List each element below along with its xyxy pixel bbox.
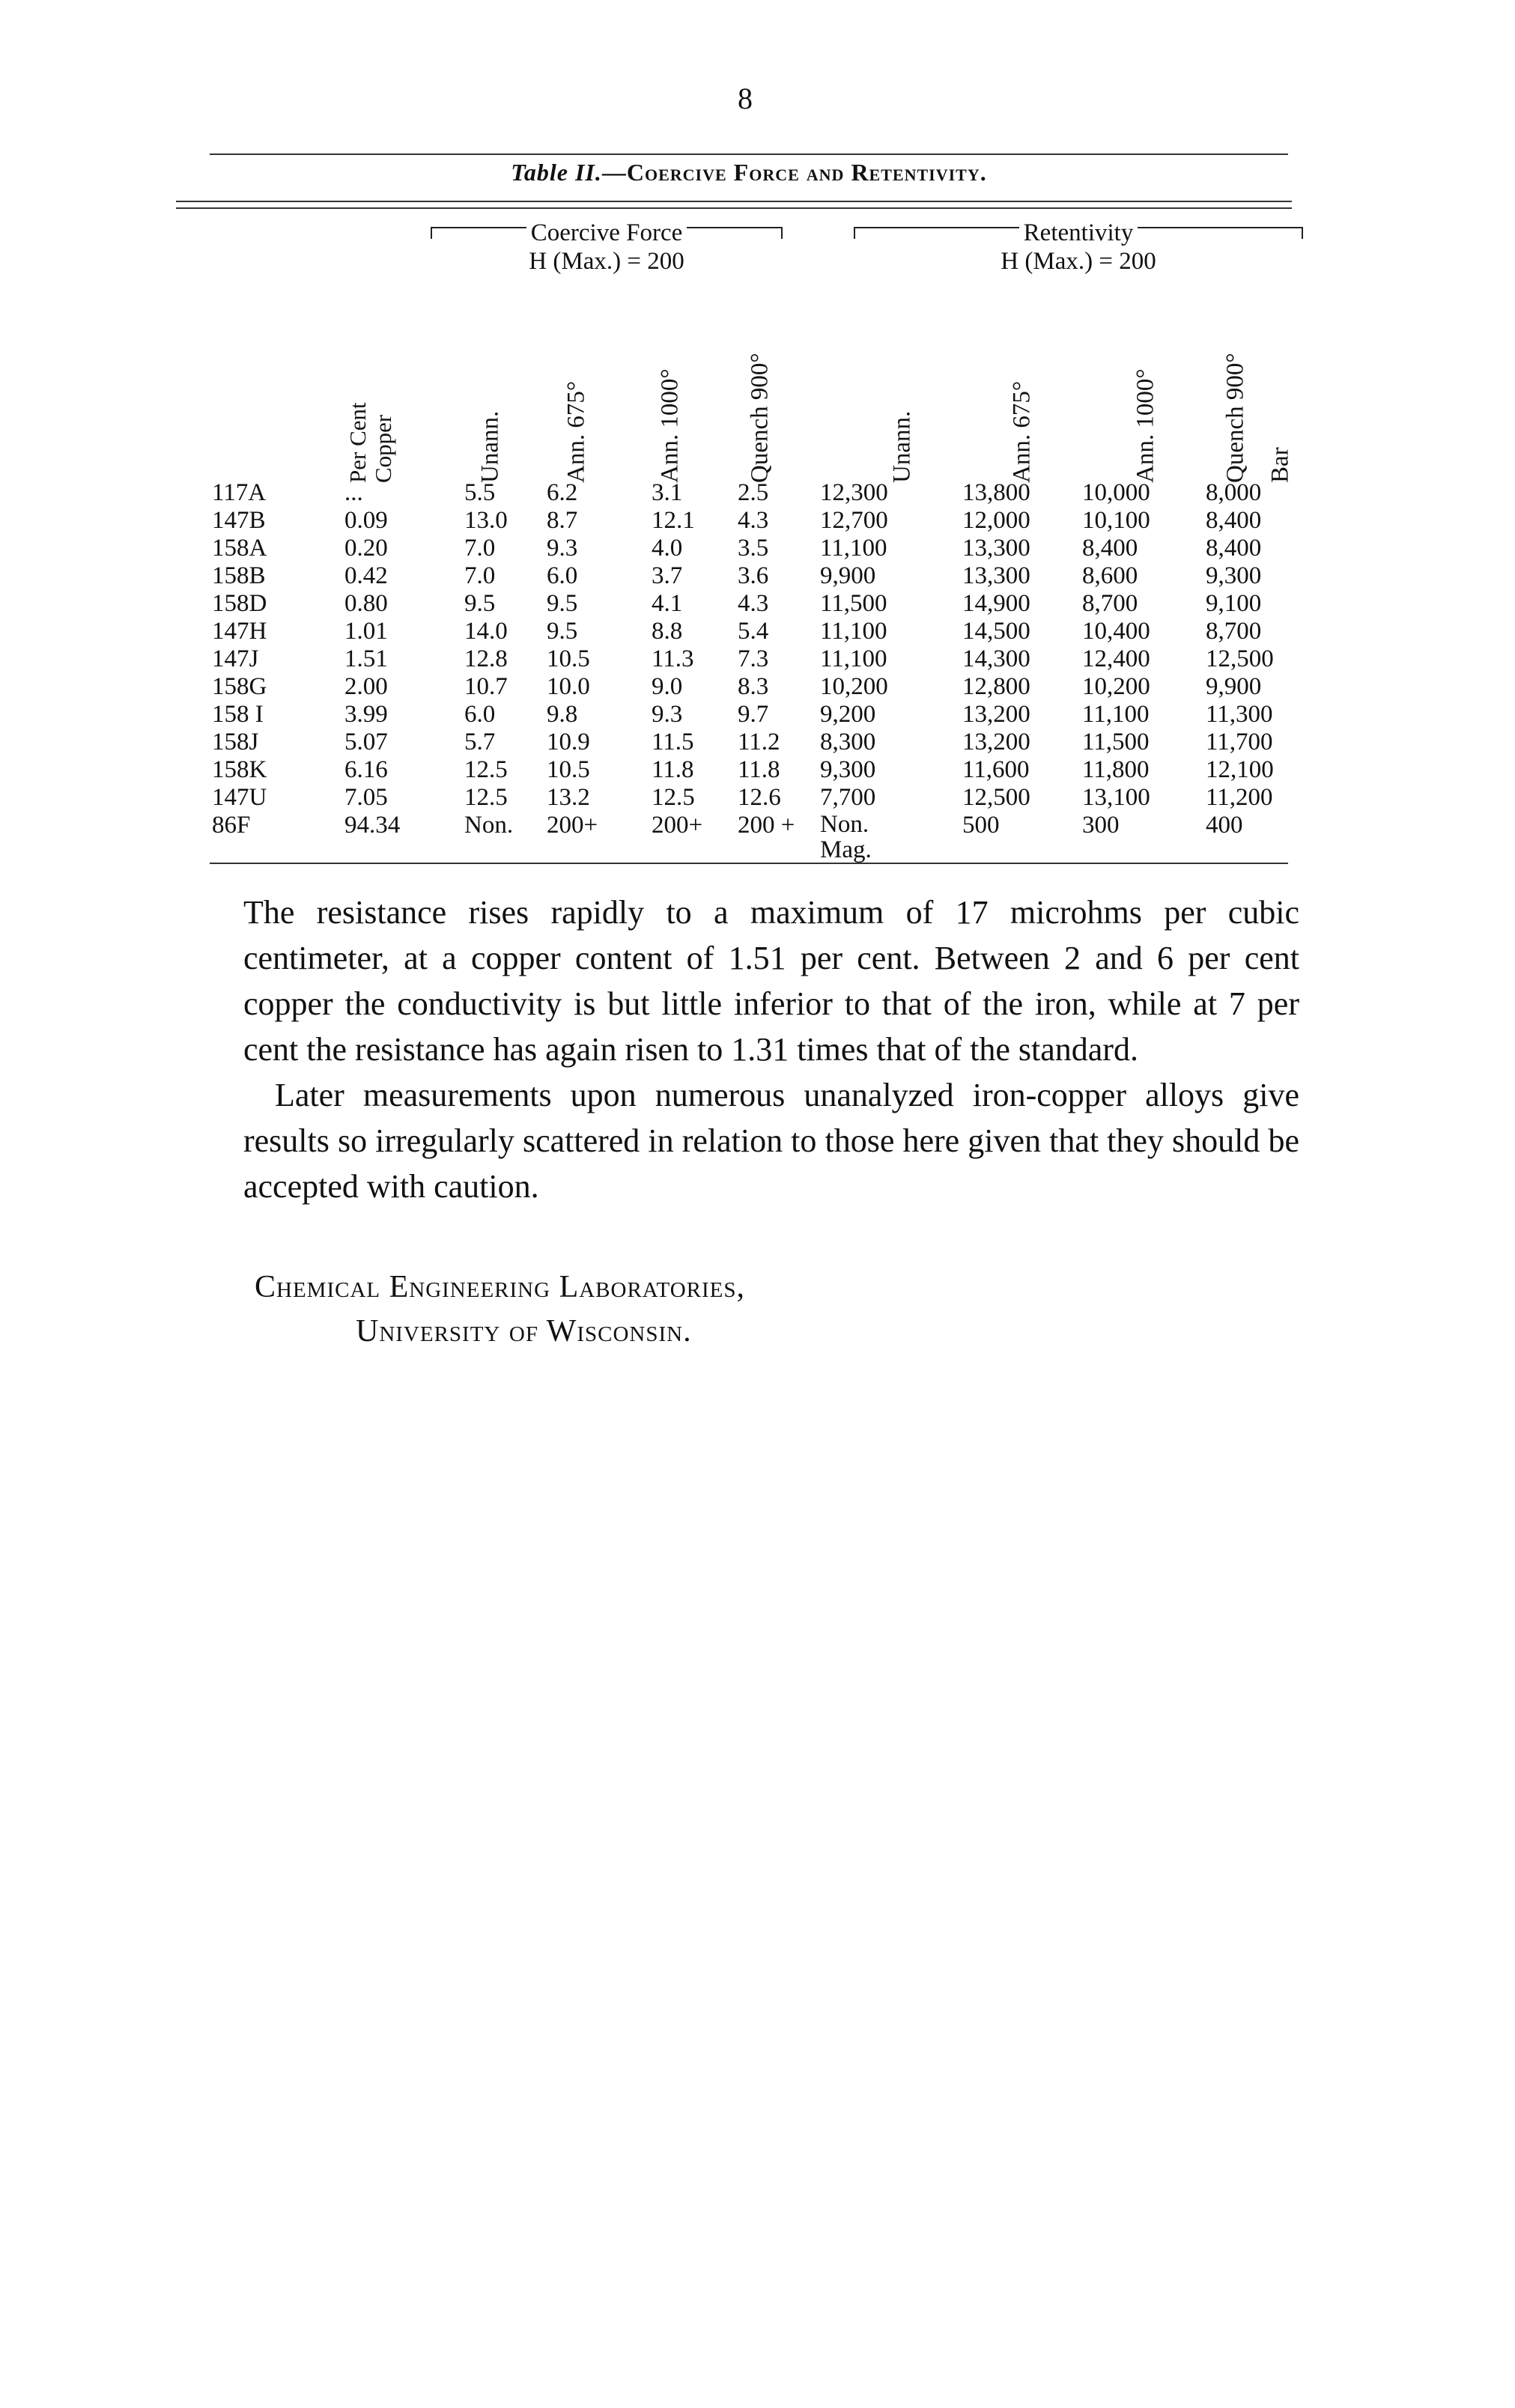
table-row [0,756,1515,785]
coercive-ann-675: 10.9 [547,729,590,755]
coercive-quench-900: 11.8 [738,756,780,783]
copper-percent: 2.00 [344,673,388,700]
coercive-unann: Non. [464,812,514,839]
coercive-ann-675: 10.0 [547,673,590,700]
sample-id: 158J [212,729,259,755]
retentivity-unann: 7,700 [820,784,876,811]
copper-percent: 5.07 [344,729,388,755]
retentivity-quench-900: 11,200 [1206,784,1273,811]
coercive-unann: 5.7 [464,729,496,755]
retentivity-ann-675: 500 [962,812,1000,839]
table-row [0,645,1515,674]
coercive-unann: 7.0 [464,562,496,589]
coercive-unann: 6.0 [464,701,496,728]
sample-id: 86F [212,812,251,839]
coercive-quench-900: 200 + [738,812,795,839]
coercive-ann-675: 9.5 [547,618,578,645]
table-rule-lower [176,207,1292,209]
coercive-unann: 12.5 [464,784,508,811]
bracket-arm-left [431,227,526,239]
coercive-unann: 9.5 [464,590,496,617]
top-rule [210,153,1288,155]
coercive-unann: 10.7 [464,673,508,700]
table-row [0,562,1515,591]
table-row [0,673,1515,702]
coercive-ann-1000: 3.1 [652,479,683,506]
retentivity-ann-675: 13,300 [962,535,1030,562]
copper-percent: 1.51 [344,645,388,672]
body-text [243,890,1299,1209]
coercive-ann-1000: 12.5 [652,784,695,811]
column-header-label: Ann. 1000° [1132,368,1159,483]
coercive-unann: 5.5 [464,479,496,506]
sample-id: 158A [212,535,267,562]
coercive-quench-900: 2.5 [738,479,769,506]
column-header-label: Unann. [476,410,504,483]
coercive-unann: 14.0 [464,618,508,645]
coercive-ann-1000: 9.3 [652,701,683,728]
retentivity-ann-675: 12,500 [962,784,1030,811]
retentivity-ann-675: 13,800 [962,479,1030,506]
retentivity-ann-1000: 11,500 [1082,729,1150,755]
coercive-unann: 7.0 [464,535,496,562]
retentivity-ann-1000: 10,000 [1082,479,1150,506]
copper-percent: 0.42 [344,562,388,589]
retentivity-unann: 11,100 [820,645,887,672]
retentivity-ann-675: 13,300 [962,562,1030,589]
coercive-quench-900: 12.6 [738,784,781,811]
coercive-ann-675: 10.5 [547,756,590,783]
table-bottom-rule [210,863,1288,864]
column-header-label: Quench 900° [1221,353,1249,483]
retentivity-ann-1000: 8,700 [1082,590,1138,617]
retentivity-group-subtitle: H (Max.) = 200 [1001,248,1156,275]
retentivity-quench-900: 9,100 [1206,590,1262,617]
column-header-retentivity-quench-900 [1213,266,1258,483]
copper-percent: 0.20 [344,535,388,562]
table-row [0,507,1515,535]
column-header-retentivity-ann-1000 [1123,266,1168,483]
coercive-bracket [431,219,783,247]
coercive-ann-675: 13.2 [547,784,590,811]
sample-id: 158 I [212,701,264,728]
column-header-retentivity-ann-675 [1000,266,1045,483]
coercive-group-label: Coercive Force [530,219,683,246]
coercive-quench-900: 4.3 [738,507,769,534]
coercive-ann-675: 10.5 [547,645,590,672]
coercive-ann-1000: 12.1 [652,507,695,534]
column-header-copper [341,266,401,483]
retentivity-ann-675: 13,200 [962,729,1030,755]
table-row [0,784,1515,812]
retentivity-quench-900: 8,400 [1206,535,1262,562]
retentivity-quench-900: 11,300 [1206,701,1273,728]
retentivity-unann: 9,900 [820,562,876,589]
table-row [0,729,1515,757]
copper-percent: ... [344,479,363,506]
coercive-quench-900: 3.5 [738,535,769,562]
retentivity-quench-900: 12,500 [1206,645,1274,672]
column-header-label: Ann. 675° [562,380,590,483]
retentivity-unann: 11,100 [820,535,887,562]
sample-id: 158B [212,562,266,589]
table-row [0,701,1515,729]
retentivity-quench-900: 9,300 [1206,562,1262,589]
retentivity-ann-1000: 10,100 [1082,507,1150,534]
bracket-arm-right [1138,227,1303,239]
coercive-ann-1000: 200+ [652,812,703,839]
sample-id: 147B [212,507,266,534]
coercive-unann: 13.0 [464,507,508,534]
retentivity-ann-1000: 8,400 [1082,535,1138,562]
retentivity-group-label: Retentivity [1023,219,1134,246]
coercive-ann-1000: 4.0 [652,535,683,562]
sample-id: 117A [212,479,267,506]
retentivity-unann: 9,200 [820,701,876,728]
bracket-arm-right [687,227,783,239]
column-header-label: Ann. 1000° [656,368,684,483]
sample-id: 147J [212,645,259,672]
retentivity-ann-1000: 13,100 [1082,784,1150,811]
coercive-ann-1000: 11.8 [652,756,694,783]
retentivity-ann-1000: 300 [1082,812,1120,839]
coercive-ann-675: 9.3 [547,535,578,562]
coercive-unann: 12.5 [464,756,508,783]
coercive-quench-900: 9.7 [738,701,769,728]
retentivity-ann-675: 14,500 [962,618,1030,645]
sample-id: 158K [212,756,267,783]
copper-percent: 3.99 [344,701,388,728]
retentivity-unann: 12,300 [820,479,888,506]
copper-percent: 0.80 [344,590,388,617]
column-header-label: Per Cent Copper [344,402,396,483]
retentivity-quench-900: 9,900 [1206,673,1262,700]
coercive-quench-900: 7.3 [738,645,769,672]
retentivity-quench-900: 8,700 [1206,618,1262,645]
retentivity-ann-675: 11,600 [962,756,1030,783]
column-header-label: Ann. 675° [1008,380,1036,483]
signature-laboratories: Chemical Engineering Laboratories, [255,1270,746,1304]
retentivity-unann: 8,300 [820,729,876,755]
sample-id: 158D [212,590,267,617]
retentivity-ann-675: 12,000 [962,507,1030,534]
coercive-unann: 12.8 [464,645,508,672]
copper-percent: 0.09 [344,507,388,534]
coercive-quench-900: 11.2 [738,729,780,755]
retentivity-bracket [854,219,1303,247]
paragraph-resistance: The resistance rises rapidly to a maximum of 17 microhms per cubic centimeter, at a copper content of 1.51 per cent. Between 2 and 6 per cent copper the conductivity is but little inferior to that of the iron, while at 7 per cent the resistance has again risen to 1.31 times that of the standard. [243,894,1299,1068]
copper-percent: 94.34 [344,812,401,839]
retentivity-unann: 9,300 [820,756,876,783]
retentivity-ann-675: 14,900 [962,590,1030,617]
coercive-quench-900: 5.4 [738,618,769,645]
retentivity-ann-1000: 11,100 [1082,701,1150,728]
copper-percent: 1.01 [344,618,388,645]
coercive-ann-675: 9.5 [547,590,578,617]
retentivity-ann-1000: 12,400 [1082,645,1150,672]
coercive-quench-900: 4.3 [738,590,769,617]
retentivity-unann: Non. Mag. [820,811,872,863]
coercive-group-subtitle: H (Max.) = 200 [529,248,684,275]
column-header-coercive-quench-900 [738,266,783,483]
coercive-ann-1000: 11.5 [652,729,694,755]
retentivity-quench-900: 12,100 [1206,756,1274,783]
table-row [0,535,1515,563]
retentivity-quench-900: 8,400 [1206,507,1262,534]
coercive-ann-1000: 8.8 [652,618,683,645]
coercive-ann-1000: 9.0 [652,673,683,700]
retentivity-unann: 12,700 [820,507,888,534]
coercive-quench-900: 3.6 [738,562,769,589]
coercive-ann-675: 9.8 [547,701,578,728]
column-header-label: Quench 900° [746,353,774,483]
table-title-prefix: Table II. [511,159,602,186]
table-row [0,618,1515,646]
table-rule-upper [176,201,1292,202]
retentivity-unann: 11,500 [820,590,887,617]
column-header-retentivity-unann [880,266,925,483]
copper-percent: 7.05 [344,784,388,811]
table-row [0,479,1515,508]
retentivity-quench-900: 8,000 [1206,479,1262,506]
retentivity-ann-675: 14,300 [962,645,1030,672]
coercive-ann-675: 6.2 [547,479,578,506]
table-row [0,590,1515,618]
coercive-quench-900: 8.3 [738,673,769,700]
retentivity-ann-675: 12,800 [962,673,1030,700]
retentivity-ann-1000: 10,200 [1082,673,1150,700]
column-header-retentivity-bar [1262,266,1299,483]
column-header-coercive-ann-1000 [648,266,693,483]
table-title-rest: —Coercive Force and Retentivity. [601,159,987,186]
retentivity-ann-675: 13,200 [962,701,1030,728]
retentivity-ann-1000: 8,600 [1082,562,1138,589]
page-number: 8 [738,82,753,115]
retentivity-ann-1000: 10,400 [1082,618,1150,645]
coercive-ann-675: 6.0 [547,562,578,589]
sample-id: 147H [212,618,267,645]
signature-university: University of Wisconsin. [356,1314,692,1349]
coercive-ann-675: 8.7 [547,507,578,534]
paragraph-later-measurements: Later measurements upon numerous unanalyzed iron-copper alloys give results so irregularly scattered in relation to those here given that they should be accepted with caution. [243,1077,1299,1205]
column-header-label: Unann. [888,410,916,483]
column-header-coercive-unann [468,266,513,483]
retentivity-quench-900: 400 [1206,812,1243,839]
coercive-ann-675: 200+ [547,812,598,839]
retentivity-ann-1000: 11,800 [1082,756,1150,783]
retentivity-unann: 10,200 [820,673,888,700]
table-title [210,159,1288,186]
coercive-ann-1000: 3.7 [652,562,683,589]
retentivity-unann: 11,100 [820,618,887,645]
sample-id: 158G [212,673,267,700]
column-header-coercive-ann-675 [554,266,599,483]
sample-id: 147U [212,784,267,811]
bracket-arm-left [854,227,1019,239]
coercive-ann-1000: 11.3 [652,645,694,672]
copper-percent: 6.16 [344,756,388,783]
coercive-ann-1000: 4.1 [652,590,683,617]
column-header-label: Bar [1266,447,1294,483]
retentivity-quench-900: 11,700 [1206,729,1273,755]
